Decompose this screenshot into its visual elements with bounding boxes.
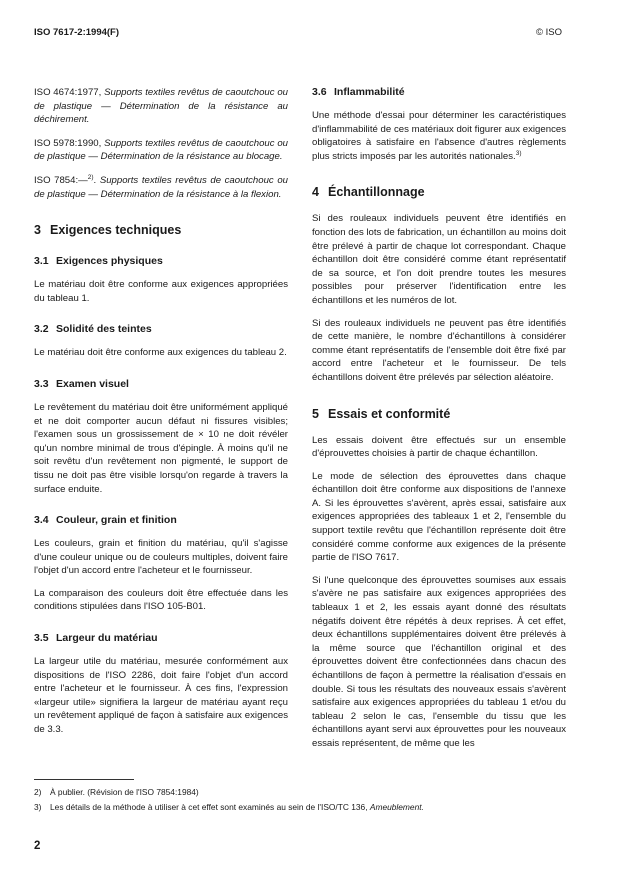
reference-iso-7854: ISO 7854:—$^{2)}$. Supports textiles revêtus de caoutchouc ou de plastique — Détermination de la résistance à la flexion. bbox=[34, 173, 288, 200]
section-3-3-heading: 3.3 Examen visuel bbox=[34, 377, 129, 390]
section-3-3-body: Le revêtement du matériau doit être uniformément appliqué et ne doit comporter aucun défaut ni fissures visibles; l'examen sous un grossissement de × 10 ne doit révéler qu'un nombre minimal de trous d'épingle. À moins qu'il ne soit revêtu d'un revêtement non pigmenté, le support de tissu ne doit pas être visible lorsqu'on regarde à travers la surface enduite. bbox=[34, 401, 288, 495]
left-column bbox=[34, 86, 288, 737]
section-5-body-2: Le mode de sélection des éprouvettes dans chaque échantillon doit être conforme aux dispositions de l'annexe A. Si les éprouvettes s'avèrent, après essai, satisfaire aux exigences appropriées des tableaux 1 et 2, l'ensemble du support textile revêtu que l'échantillon représente doit être considéré comme conforme aux exigences de la présente partie de l'ISO 7617. bbox=[312, 470, 566, 564]
page-number: 2 bbox=[34, 840, 41, 852]
section-3-1-body: Le matériau doit être conforme aux exigences appropriées du tableau 1. bbox=[34, 279, 288, 304]
section-3-2-heading: 3.2 Solidité des teintes bbox=[34, 323, 152, 336]
footnote-3: 3) Les détails de la méthode à utiliser à cet effet sont examinés au sein de l'ISO/TC 136, Ameublement. bbox=[34, 802, 424, 812]
section-5-heading: 5 Essais et conformité bbox=[312, 406, 451, 421]
section-3-2-body: Le matériau doit être conforme aux exigences du tableau 2. bbox=[34, 347, 287, 359]
section-3-4-body-1: Les couleurs, grain et finition du matériau, qu'il s'agisse d'une couleur unique ou de couleurs multiples, doivent faire l'objet d'un accord entre l'acheteur et le fournisseur. bbox=[34, 538, 288, 577]
section-3-5-heading: 3.5 Largeur du matériau bbox=[34, 632, 158, 645]
reference-iso-5978: ISO 5978:1990, Supports textiles revêtus de caoutchouc ou de plastique — Détermination de la résistance au blocage. bbox=[34, 137, 288, 163]
section-3-1-heading: 3.1 Exigences physiques bbox=[34, 255, 163, 268]
reference-iso-4674: ISO 4674:1977, Supports textiles revêtus de caoutchouc ou de plastique — Détermination de la résistance au déchirement. bbox=[34, 87, 288, 126]
footnote-ref-3: 3) bbox=[515, 149, 522, 157]
section-5-body-1: Les essais doivent être effectués sur un ensemble d'éprouvettes choisies à partir de chaque échantillon. bbox=[312, 434, 566, 460]
section-3-5-body: La largeur utile du matériau, mesurée conformément aux dispositions de l'ISO 2286, doit faire l'objet d'un accord entre l'acheteur et le fournisseur. À ces fins, l'expression «largeur utile» signifiera la largeur de matériau ayant reçu un revêtement appliqué de façon à satisfaire aux exigences de 3.3. bbox=[34, 656, 288, 736]
section-3-6-heading: 3.6 Inflammabilité bbox=[312, 86, 405, 98]
section-3-6-body: Une méthode d'essai pour déterminer les caractéristiques d'inflammabilité de ces matériaux doit figurer aux exigences obligatoires à satisfaire en l'absence d'autres règlements plus stricts imposés par les autorités nationales.$^{3)}$ bbox=[312, 110, 566, 162]
footnote-ref-2: 2) bbox=[87, 173, 94, 181]
section-4-heading: 4 Échantillonnage bbox=[312, 185, 425, 200]
footnote-2: 2) À publier. (Révision de l'ISO 7854:1984) bbox=[34, 787, 199, 797]
section-4-body-2: Si des rouleaux individuels ne peuvent pas être identifiés de cette manière, le nombre d'échantillons à considérer comme étant représentatifs de l'ensemble doit être fixé par accord entre l'acheteur et le fournisseur. De tels échantillons doivent être prélevés par sélection aléatoire. bbox=[312, 317, 566, 383]
section-3-heading: 3 Exigences techniques bbox=[34, 223, 182, 238]
right-column bbox=[312, 86, 566, 751]
section-3-4-body-2: La comparaison des couleurs doit être effectuée dans les conditions stipulées dans l'ISO 105-B01. bbox=[34, 587, 288, 613]
section-4-body-1: Si des rouleaux individuels peuvent être identifiés en fonction des lots de fabrication, un échantillon au moins doit être prélevé à partir de chaque lot correspondant. Chaque échantillon doit être considéré comme étant représentatif de sa source, et l'on doit prendre toutes les mesures possibles pour préserver l'identification entre les échantillons et les numéros de lot. bbox=[312, 213, 566, 306]
section-5-body-3: Si l'une quelconque des éprouvettes soumises aux essais s'avère ne pas satisfaire aux exigences appropriées des tableaux 1 et 2, les essais ayant donné des résultats négatifs doivent être répétés à deux reprises. À cet effet, deux échantillons supplémentaires doivent être prélevés à la même source que l'échantillon original et des éprouvettes doivent être confectionnées dans chacun des échantillons de façon à permettre la réalisation d'essais en double. Si tous les résultats des nouveaux essais s'avèrent satisfaire aux exigences appropriées du tableau 1 et/ou du tableau 2 selon le cas, l'ensemble du tissu que les échantillons ayant servi aux éprouvettes pour les nouveaux essais représentent, de même que les bbox=[312, 574, 566, 749]
header-copyright: © ISO bbox=[535, 27, 562, 38]
header-standard-id: ISO 7617-2:1994(F) bbox=[34, 27, 120, 38]
section-3-4-heading: 3.4 Couleur, grain et finition bbox=[34, 514, 177, 527]
footnote-divider bbox=[34, 779, 134, 780]
